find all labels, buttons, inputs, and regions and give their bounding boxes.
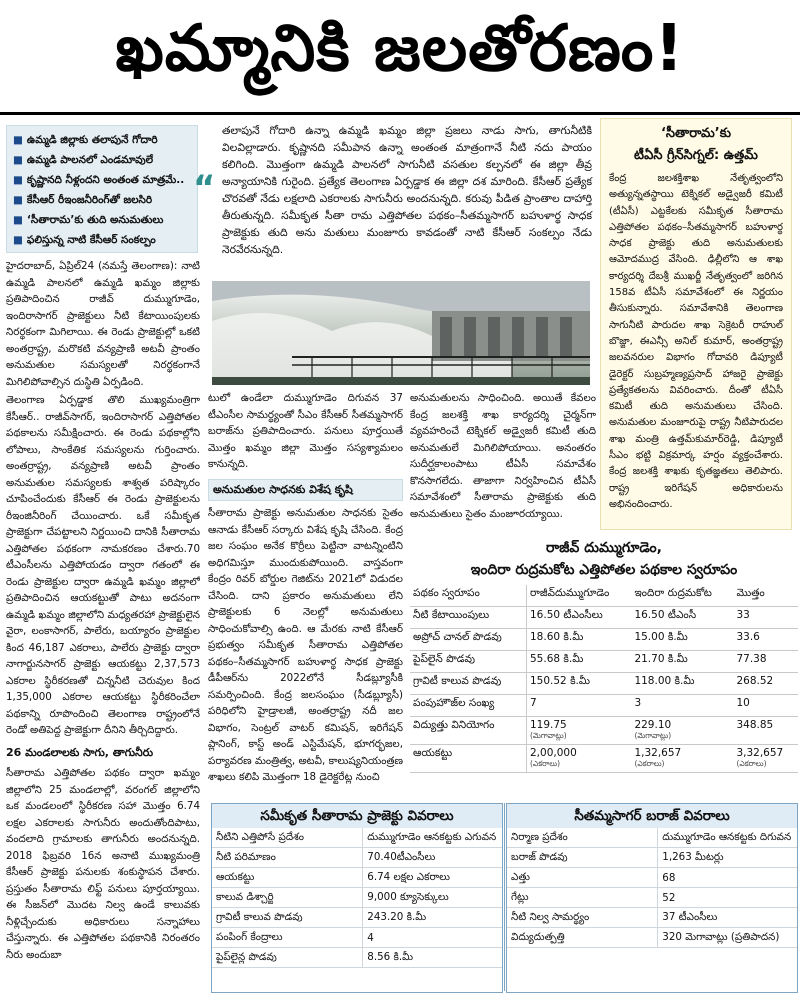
- bullet-icon: ■: [13, 134, 23, 146]
- table-row: అప్రోచ్ చానల్ పొడవు 18.60 కి.మీ 15.00 కి.మీ 33.6: [410, 629, 798, 651]
- bullet-icon: ■: [13, 194, 23, 206]
- highlight-item: ■ కృష్ణానది నీళ్లందని అంతంత మాత్రమే..: [13, 174, 185, 186]
- sitarama-text: కేంద్ర జలశక్తిశాఖ నేతృత్వంలోని అత్యున్నతస్థాయి టెక్నికల్ అడ్వైజరీ కమిటీ (టీఏసీ) ఎట్టకేలకు సమీకృత సీతారామ ఎత్తిపోతల పథకం–సీతమ్మసాగర్ బహుళార్థ సాధక ప్రాజెక్టు తుది అనుమతులకు ఆమోదముద్ర వేసింది. ఢిల్లీలోని ఆ శాఖ కార్యదర్శి దేబశ్రీ ముఖర్జీ నేతృత్వంలో జరిగిన 158వ టీఏసీ సమావేశంలో ఈ నిర్ణయం తీసుకున్నారు. సమావేశానికి తెలంగాణ సాగునీటి పారుదల శాఖ సెక్రెటరీ రాహుల్ బొజ్జా, ఈఎన్సీ అనిల్ కుమార్, అంతర్రాష్ట్ర జలవనరుల విభాగం గోదావరి డిప్యూటీ డైరెక్టర్ సుబ్రహ్మణ్యప్రసాద్ హాజరై ప్రాజెక్టు ప్రత్యేకతలను వివరించారు. దీంతో టీఏసీ కమిటీ తుది అనుమతులు చేసింది. అనుమతుల మంజూరుపై రాష్ట్ర నీటిపారుదల శాఖ మంత్రి ఉత్తమ్‌కుమార్‌రెడ్డి, డిప్యూటీ సీఎం భట్టి విక్రమార్క హర్షం వ్యక్తంచేశారు. కేంద్ర జలశక్తి శాఖకు కృతజ్ఞతలు తెలిపారు. రాష్ట్ర ఇరిగేషన్ అధికారులను అభినందించారు.: [609, 173, 783, 510]
- table-row: విద్యుదుత్పత్తి 320 మెగావాట్లు (ప్రతిపాదన): [507, 928, 797, 948]
- article-paragraph: సీతారామ ప్రాజెక్టు అనుమతుల సాధనకు సైతం ఆనాడు కేసీఆర్ సర్కారు విశేష కృషి చేసింది. కేంద్ర జల సంఘం అనేక కొర్రీలు పెట్టినా వాటన్నింటిని అధిగమిస్తూ ముందుకుపోయింది. వాస్తవంగా కేంద్రం రివర్ బోర్డుల గెజిట్‌ను 2021లో విడుదల చేసింది. దాని ప్రకారం అనుమతులు లేని ప్రాజెక్టులకు 6 నెలల్లో అనుమతులు సాధించుకోవాల్సి ఉంది. ఆ మేరకు నాటి కేసీఆర్ ప్రభుత్వం సమీకృత సీతారామ ఎత్తిపోతల పథకం–సీతమ్మసాగర్ బహుళార్థ సాధక ప్రాజెక్టు డీపీఆర్‌ను 2022లోనే సీడబ్ల్యూసీకి సమర్పించింది. కేంద్ర జలసంఘం (సీడబ్ల్యూసీ) పరిధిలోని హైడ్రాలజీ, అంతర్రాష్ట్ర నదీ జల విభాగం, సెంట్రల్ వాటర్ కమిషన్, ఇరిగేషన్ ప్లానింగ్, కాస్ట్ అండ్ ఎస్టిమేషన్, భూగర్భజల, పర్యావరణ మంత్రిత్వ, అటవీ, కాలుష్యనియంత్రణ శాఖలు కలిపి మొత్తంగా 18 డైరెక్టరేట్ల నుంచి: [208, 507, 403, 783]
- highlights-box: [6, 125, 198, 253]
- table-row: నీటి పరిమాణం 70.40టీఎంసీలు: [212, 848, 502, 868]
- headline-divider: [0, 112, 800, 115]
- table-title: రాజీవ్ దుమ్ముగూడెం, ఇందిరా రుద్రమకోట ఎత్తిపోతల పథకాల స్వరూపం: [470, 540, 738, 578]
- article-column-1: [6, 258, 200, 994]
- sitarama-heading-line2: టీఏసీ గ్రీన్‌సిగ్నల్: ఉత్తమ్: [634, 148, 758, 163]
- bullet-icon: ■: [13, 234, 23, 246]
- bullet-icon: ■: [13, 154, 23, 166]
- article-column-2: [208, 390, 403, 802]
- table-row: బరాజ్ పొడవు 1,263 మీటర్లు: [507, 848, 797, 868]
- table-row: పైప్‌లైన్ల పొడవు 8.56 కి.మీ: [212, 948, 502, 968]
- dam-photo: [212, 281, 590, 385]
- article-column-3: [410, 390, 596, 530]
- table-row: విద్యుత్తు వినియోగం 119.75 (మెగావాట్లు) 229.10 (మెగావాట్లు) 348.85: [410, 717, 798, 745]
- table-row: ఎత్తు 68: [507, 868, 797, 888]
- highlight-item: ■ కేసీఆర్ రీఇంజనీరింగ్‌తో జలసిరి: [13, 194, 153, 206]
- subheading: అనుమతుల సాధనకు విశేష కృషి: [208, 479, 403, 502]
- table-divider: [504, 803, 505, 991]
- table-row: నీటిని ఎత్తిపోసే ప్రదేశం దుమ్ముగూడెం ఆనకట్టకు ఎగువన: [212, 828, 502, 848]
- table-row: పంపింగ్ కేంద్రాలు 4: [212, 928, 502, 948]
- table-row: కాలువ డిశ్చార్జి 9,000 క్యూసెక్కులు: [212, 888, 502, 908]
- table-row: గేట్లు 52: [507, 888, 797, 908]
- table-header-row: పథకం స్వరూపం రాజీవ్‌దుమ్ముగూడెం ఇందిరా రుద్రమకోట మొత్తం: [410, 585, 798, 607]
- table-row: గ్రావిటీ కాలువ పొడవు 150.52 కి.మీ 118.00 కి.మీ 268.52: [410, 673, 798, 695]
- article-paragraph: తెలంగాణ ఏర్పడ్డాక తొలి ముఖ్యమంత్రిగా కేసీఆర్.. రాజీవ్‌సాగర్, ఇందిరాసాగర్ ఎత్తిపోతల పథకాలను సమీక్షించారు. ఈ రెండు పథకాల్లోని లోపాలు, సాంకేతిక సమస్యలను గుర్తించారు. అంతర్రాష్ట్ర, వన్యప్రాణి అటవీ ప్రాంతం అనుమతుల సమస్యలకు శాశ్వత పరిష్కారం చూపించేందుకు కేసీఆర్ ఈ రెండు ప్రాజెక్టులను రీఇంజినీరింగ్ చేయించారు. ఒకే సమీకృత ప్రాజెక్టుగా చేపట్టాలని నిర్ణయించి దానికి సీతారామ ఎత్తిపోతల పథకంగా నామకరణం చేశారు.70 టీఎంసీలను ఎత్తిపోయడం ద్వారా గతంలో ఈ రెండు ప్రాజెక్టుల ద్వారా ఉమ్మడి ఖమ్మం జిల్లాలో ప్రతిపాదించిన ఆయకట్టుతో పాటు అదనంగా ఉమ్మడి ఖమ్మం జిల్లాలోని మధ్యతరహా ప్రాజెక్టులైన వైరా, లంకాసాగర్, పాలేరు, బయ్యారం ప్రాజెక్టుల కింద 46,187 ఎకరాలు, పాలేరు ప్రాజెక్టు ద్వారా నాగార్జునసాగర్ ప్రాజెక్టు ఆయకట్టు 2,37,573 ఎకరాల స్థిరీకరణతో చిన్ననీటి చెరువుల కింద 1,35,000 ఎకరాల ఆయకట్టు స్థిరీకరించేలా పథకాన్ని రూపొందించి తెలంగాణ రాష్ట్రంలోనే రెండో అతిపెద్ద ప్రాజెక్టుగా దీనిని తీర్చిదిద్దారు.: [6, 394, 200, 736]
- table-row: పైప్‌లైన్ పొడవు 55.68 కి.మీ 21.70 కి.మీ 77.38: [410, 651, 798, 673]
- quote-icon: “: [193, 168, 216, 208]
- table-row: నిర్మాణ ప్రదేశం దుమ్ముగూడెం ఆనకట్టకు దిగువన: [507, 828, 797, 848]
- table-title: సమీకృత సీతారామ ప్రాజెక్టు వివరాలు: [212, 804, 502, 828]
- table-row: ఆయకట్టు 2,00,000 (ఎకరాలు) 1,32,657 (ఎకరాలు) 3,32,657 (ఎకరాలు): [410, 745, 798, 773]
- highlight-item: ■ ఫలిస్తున్న నాటి కేసీఆర్ సంకల్పం: [13, 234, 156, 246]
- sitarama-heading-line1: ‘సీతారామ’కు: [660, 126, 732, 141]
- table-title: సీతమ్మసాగర్ బరాజ్ వివరాలు: [507, 804, 797, 828]
- project-comparison-table: [410, 537, 798, 799]
- seethamma-barrage-table: [506, 803, 798, 993]
- highlight-item: ■ ఉమ్మడి పాలనలో ఎండమావులే: [13, 154, 154, 166]
- highlight-item: ■ ‘సీతారామ’కు తుది అనుమతులు: [13, 214, 164, 226]
- table-row: పంపుహౌజ్‌ల సంఖ్య 7 3 10: [410, 695, 798, 717]
- headline: ఖమ్మానికి జలతోరణం!: [115, 11, 685, 86]
- subheading: 26 మండలాలకు సాగు, తాగునీరు: [6, 745, 154, 759]
- bullet-icon: ■: [13, 174, 23, 186]
- bullet-icon: ■: [13, 214, 23, 226]
- highlight-item: ■ ఉమ్మడి జిల్లాకు తలాపునే గోదారి: [13, 134, 158, 146]
- table-row: గ్రావిటీ కాలువ పొడవు 243.20 కి.మీ: [212, 908, 502, 928]
- table-row: నీటి కేటాయింపులు 16.50 టీఎంసీలు 16.50 టీఎంసీ 33: [410, 607, 798, 629]
- table-row: ఆయకట్టు 6.74 లక్షల ఎకరాలు: [212, 868, 502, 888]
- article-paragraph: అనుమతులను సాధించింది. అయితే కేవలం కేంద్ర జలశక్తి శాఖ కార్యదర్శి చైర్మన్‌గా వ్యవహరించే టెక్నికల్ అడ్వైజరీ కమిటీ తుది అనుమతులే మిగిలిపోయాయి. అనంతరం సుదీర్ఘకాలంపాటు టీఏసీ సమావేశం కొనసాగలేదు. తాజాగా నిర్వహించిన టీఏసీ సమావేశంలో సీతారామ ప్రాజెక్టుకు తుది అనుమతులు సైతం మంజూరయ్యాయి.: [410, 392, 596, 520]
- table-row: నీటి నిల్వ సామర్థ్యం 37 టీఎంసీలు: [507, 908, 797, 928]
- article-paragraph: హైదరాబాద్, ఏప్రిల్24 (నమస్తే తెలంగాణ): నాటి ఉమ్మడి పాలనలో ఉమ్మడి ఖమ్మం జిల్లాకు ప్రతిపాదించిన రాజీవ్ దుమ్ముగూడెం, ఇందిరాసాగర్ ప్రాజెక్టులు నీటి కేటాయింపులకు నిరర్థకంగా మిగిలాయి. ఈ రెండు ప్రాజెక్టుల్లో ఒకటి అంతర్రాష్ట్ర, మరొకటి వన్యప్రాణి అటవీ ప్రాంతం అనుమతుల సమస్యలతో నిరర్థకంగానే మిగిలిపోవాల్సిన దుస్థితి ఏర్పడింది.: [6, 260, 200, 388]
- sitarama-project-table: [211, 803, 503, 993]
- lead-paragraph: తలాపునే గోదారి ఉన్నా ఉమ్మడి ఖమ్మం జిల్లా ప్రజలు నాడు సాగు, తాగునీటికి విలవిల్లాడారు. కృష్ణానది సమీపాన ఉన్నా అంతంత మాత్రంగానే నీటి నదు పాయం కలిగింది. మొత్తంగా ఉమ్మడి పాలనలో సాగునీటి వసతుల కల్పనలో ఈ జిల్లా తీవ్ర అన్యాయానికి గురైంది. ప్రత్యేక తెలంగాణ ఏర్పడ్డాక ఈ జిల్లా దశ మారింది. కేసీఆర్ ప్రత్యేక చొరవతో నేడు లక్షలాది ఎకరాలకు సాగునీరు అందనున్నది. కరువు పీడిత ప్రాంతాల దాహార్తి తీరుతున్నది. సమీకృత సీతా రామ ఎత్తిపోతల పథకం–సీతమ్మసాగర్ బహుళార్థ సాధక ప్రాజెక్టుకు తుది అను మతులు మంజూరు కావడంతో నాటి కేసీఆర్ సంకల్పం నేడు నెరవేరనున్నది.: [222, 124, 592, 256]
- article-paragraph: టులో ఉండేలా దుమ్ముగూడెం దిగువన 37 టీఎంసీల సామర్థ్యంతో సీఎం కేసీఆర్ సీతమ్మసాగర్ బరాజ్‌ను ప్రతిపాదించారు. పనులు పూర్తయితే మొత్తం ఖమ్మం జిల్లా మొత్తం సస్యశ్యామలం కానున్నది.: [208, 392, 403, 470]
- sitarama-sidebar: [600, 118, 792, 530]
- article-paragraph: సీతారామ ఎత్తిపోతల పథకం ద్వారా ఖమ్మం జిల్లాలోని 25 మండలాల్లో, వరంగల్ జిల్లాలోని ఒక మండలంలో స్థిరీకరణ సహా మొత్తం 6.74 లక్షల ఎకరాలకు సాగునీరు అందుతోందిపాటు, వందలాది గ్రామాలకు తాగునీరు అందనున్నది. 2018 ఫిబ్రవరి 16న అనాటి ముఖ్యమంత్రి కేసీఆర్ ప్రాజెక్టు పనులకు శంకుస్థాపన చేశారు. ప్రస్తుతం సీతారామ లిఫ్ట్ పనులు పూర్తయ్యాయి. ఈ సీజన్‌లో మొదట నిల్వ ఉండే కాలువకు నీళ్లిచ్చేందుకు అధికారులు సన్నాహాలు చేస్తున్నారు. ఈ ఎత్తిపోతల పథకానికి నిరంతరం నీరు అందుబా: [6, 767, 200, 961]
